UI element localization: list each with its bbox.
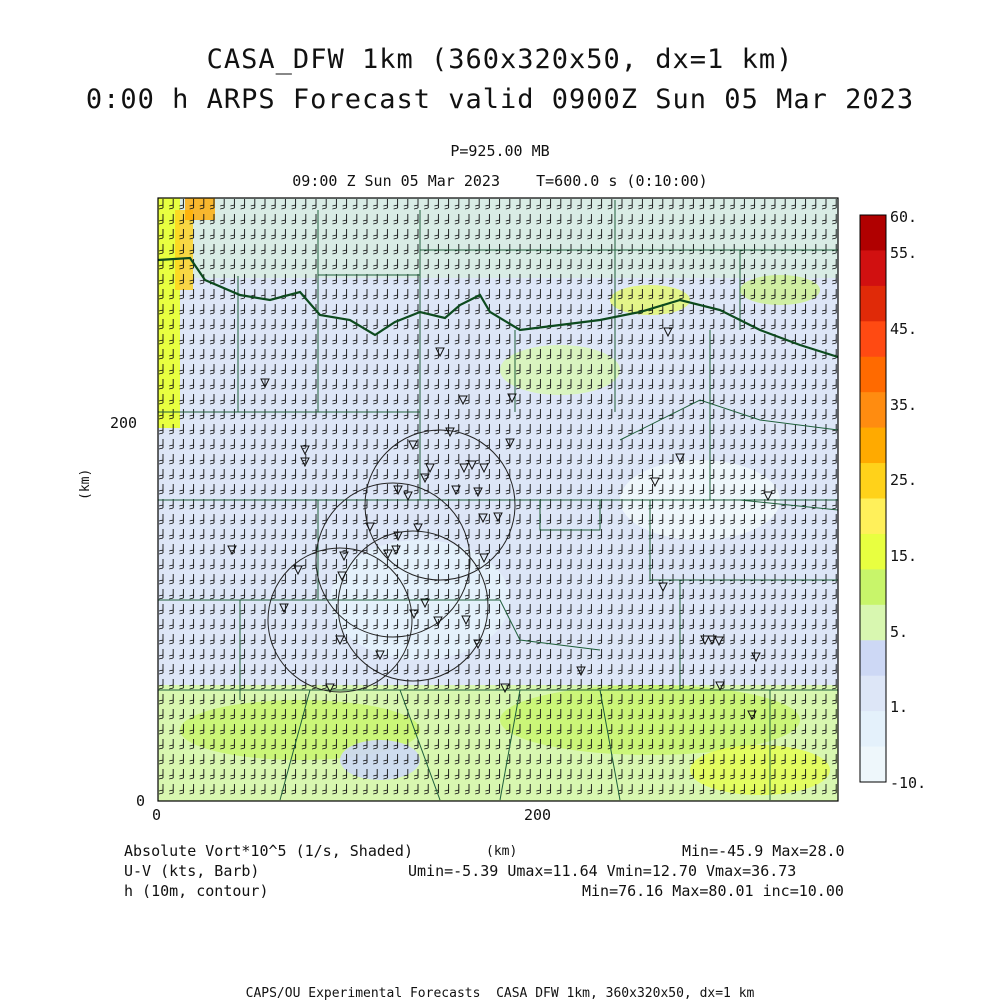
legend-unit: (km) [486, 844, 518, 859]
title-line-2: 0:00 h ARPS Forecast valid 0900Z Sun 05 Mar 2023 [85, 84, 915, 115]
colorbar-swatch [860, 534, 886, 570]
colorbar-swatch [860, 569, 886, 605]
pressure-level: P=925.00 MB [450, 142, 550, 160]
colorbar-swatch [860, 499, 886, 535]
legend-stats-wind: Umin=-5.39 Umax=11.64 Vmin=12.70 Vmax=36.73 [408, 862, 797, 880]
colorbar-swatch [860, 321, 886, 357]
colorbar-swatch [860, 605, 886, 641]
colorbar [860, 215, 886, 783]
colorbar-swatch [860, 711, 886, 747]
x-tick-0: 0 [152, 806, 162, 824]
x-tick-200: 200 [524, 806, 552, 824]
colorbar-swatch [860, 676, 886, 712]
title-line-1: CASA_DFW 1km (360x320x50, dx=1 km) [206, 44, 794, 75]
colorbar-label: 45. [890, 320, 918, 338]
colorbar-label: 1. [890, 698, 909, 716]
colorbar-swatch [860, 640, 886, 676]
colorbar-label: 35. [890, 396, 918, 414]
colorbar-swatch [860, 357, 886, 393]
legend-field-height: h (10m, contour) [124, 882, 269, 900]
colorbar-label: 55. [890, 244, 918, 262]
legend-field-wind: U-V (kts, Barb) [124, 862, 260, 880]
colorbar-label: 25. [890, 471, 918, 489]
colorbar-swatch [860, 747, 886, 783]
y-tick-200: 200 [110, 414, 138, 432]
colorbar-label: 60. [890, 208, 918, 226]
colorbar-swatch [860, 215, 886, 251]
legend-stats-height: Min=76.16 Max=80.01 inc=10.00 [582, 882, 844, 900]
footer-credit: CAPS/OU Experimental Forecasts CASA DFW 1km, 360x320x50, dx=1 km [245, 986, 755, 1001]
legend-stats-vorticity: Min=-45.9 Max=28.0 [682, 842, 845, 860]
colorbar-swatch [860, 463, 886, 499]
y-axis-label: (km) [78, 468, 93, 500]
colorbar-swatch [860, 250, 886, 286]
colorbar-label: 5. [890, 623, 909, 641]
valid-time: 09:00 Z Sun 05 Mar 2023 T=600.0 s (0:10:00) [292, 172, 708, 190]
colorbar-label: -10. [890, 774, 927, 792]
legend-field-vorticity: Absolute Vort*10^5 (1/s, Shaded) [124, 842, 413, 860]
colorbar-swatch [860, 286, 886, 322]
colorbar-label: 15. [890, 547, 918, 565]
y-tick-0: 0 [136, 792, 146, 810]
colorbar-swatch [860, 428, 886, 464]
vorticity-shading [158, 198, 838, 801]
colorbar-swatch [860, 392, 886, 428]
